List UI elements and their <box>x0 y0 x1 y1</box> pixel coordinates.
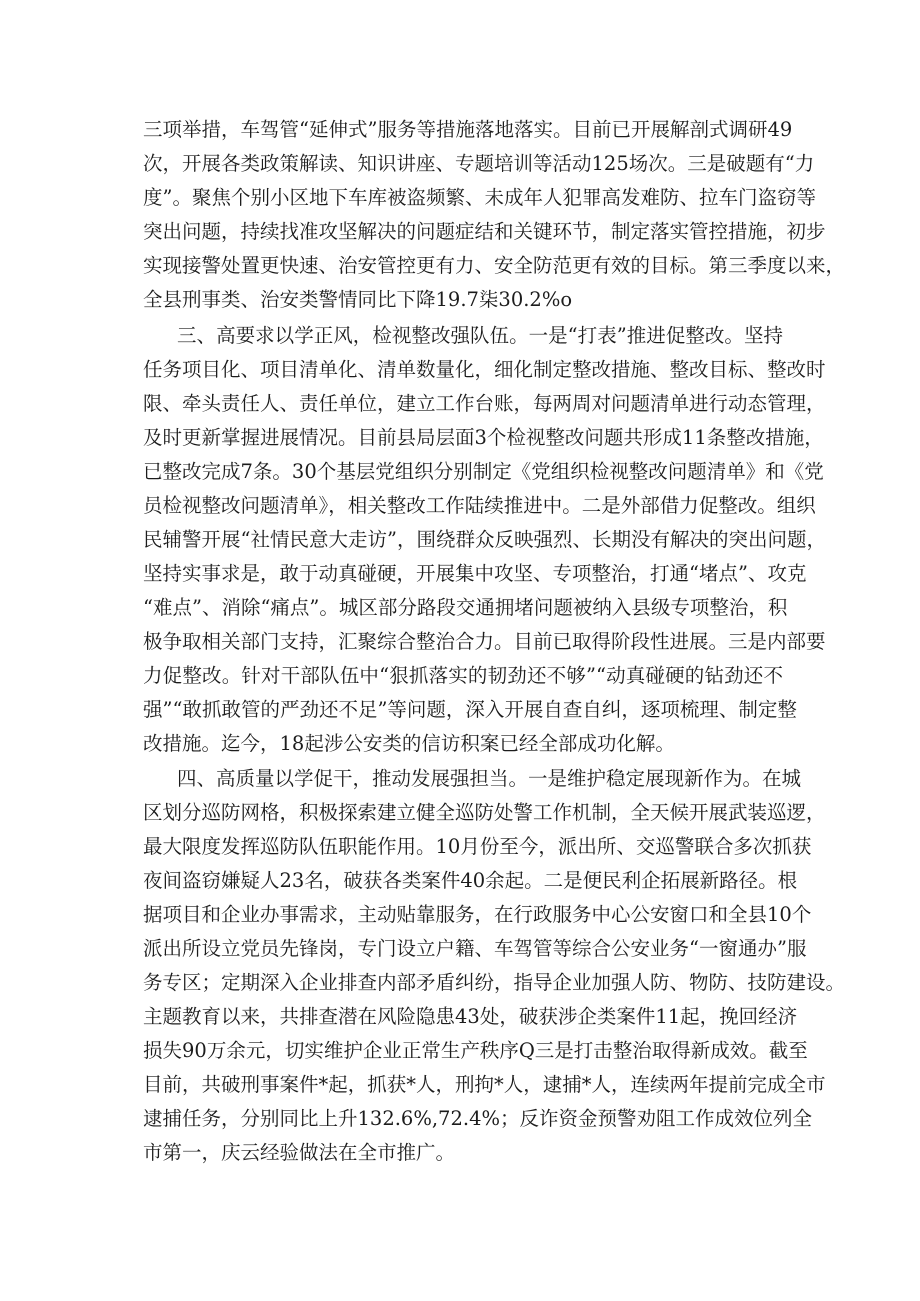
text-line: 目前，共破刑事案件*起，抓获*人，刑拘*人，逮捕*人，连续两年提前完成全市 <box>143 1073 826 1096</box>
text-line: 据项目和企业办事需求，主动贴靠服务，在行政服务中心公安窗口和全县10个 <box>143 903 812 926</box>
text-line: 区划分巡防网格，积极探索建立健全巡防处警工作机制，全天候开展武装巡逻， <box>143 801 826 824</box>
text-line: 全县刑事类、治安类警情同比下降19.7柒30.2%o <box>143 288 573 311</box>
text-line: 限、牵头责任人、责任单位，建立工作台账，每两周对问题清单进行动态管理， <box>143 392 826 415</box>
text-line: 度”。聚焦个别小区地下车库被盗频繁、未成年人犯罪高发难防、拉车门盗窃等 <box>143 186 816 209</box>
text-line: 务专区；定期深入企业排查内部矛盾纠纷，指导企业加强人防、物防、技防建设。 <box>143 971 846 994</box>
paragraph-heading-line: 四、高质量以学促干，推动发展强担当。一是维护稳定展现新作为。在城 <box>177 767 802 790</box>
paragraph-heading-line: 三、高要求以学正风，检视整改强队伍。一是“打表”推进促整改。坚持 <box>177 324 783 347</box>
text-line: 民辅警开展“社情民意大走访”，围绕群众反映强烈、长期没有解决的突出问题， <box>143 528 826 551</box>
text-line: 市第一，庆云经验做法在全市推广。 <box>143 1141 456 1164</box>
text-line: 实现接警处置更快速、治安管控更有力、安全防范更有效的目标。第三季度以来， <box>143 254 846 277</box>
text-line: 及时更新掌握进展情况。目前县局层面3个检视整改问题共形成11条整改措施， <box>143 426 824 449</box>
text-line: 员检视整改问题清单》，相关整改工作陆续推进中。二是外部借力促整改。组织 <box>143 494 816 517</box>
text-line: 任务项目化、项目清单化、清单数量化，细化制定整改措施、整改目标、整改时 <box>143 358 826 381</box>
text-line: 已整改完成7条。30个基层党组织分别制定《党组织检视整改问题清单》和《党 <box>143 460 824 483</box>
text-line: 次，开展各类政策解读、知识讲座、专题培训等活动125场次。三是破题有“力 <box>143 152 815 175</box>
text-line: 夜间盗窃嫌疑人23名，破获各类案件40余起。二是便民利企拓展新路径。根 <box>143 869 798 892</box>
text-line: 派出所设立党员先锋岗，专门设立户籍、车驾管等综合公安业务“一窗通办”服 <box>143 937 807 960</box>
text-line: 损失90万余元，切实维护企业正常生产秩序Q三是打击整治取得新成效。截至 <box>143 1039 808 1062</box>
text-line: 强”“敢抓敢管的严劲还不足”等问题，深入开展自查自纠，逐项梳理、制定整 <box>143 698 797 721</box>
text-line: 力促整改。针对干部队伍中“狠抓落实的韧劲还不够”“动真碰硬的钻劲还不 <box>143 664 783 687</box>
text-line: 三项举措，车驾管“延伸式”服务等措施落地落实。目前已开展解剖式调研49 <box>143 118 793 141</box>
text-line: “难点”、消除“痛点”。城区部分路段交通拥堵问题被纳入县级专项整治，积 <box>143 596 788 619</box>
text-line: 突出问题，持续找准攻坚解决的问题症结和关键环节，制定落实管控措施，初步 <box>143 220 826 243</box>
text-line: 坚持实事求是，敢于动真碰硬，开展集中攻坚、专项整治，打通“堵点”、攻克 <box>143 562 807 585</box>
text-line: 改措施。迄今，18起涉公安类的信访积案已经全部成功化解。 <box>143 732 675 755</box>
text-line: 主题教育以来，共排查潜在风险隐患43处，破获涉企类案件11起，挽回经济 <box>143 1005 798 1028</box>
text-line: 极争取相关部门支持，汇聚综合整治合力。目前已取得阶段性进展。三是内部要 <box>143 630 826 653</box>
text-line: 最大限度发挥巡防队伍职能作用。10月份至今，派出所、交巡警联合多次抓获 <box>143 835 812 858</box>
text-line: 逮捕任务，分别同比上升132.6%,72.4%；反诈资金预警劝阻工作成效位列全 <box>143 1107 812 1130</box>
